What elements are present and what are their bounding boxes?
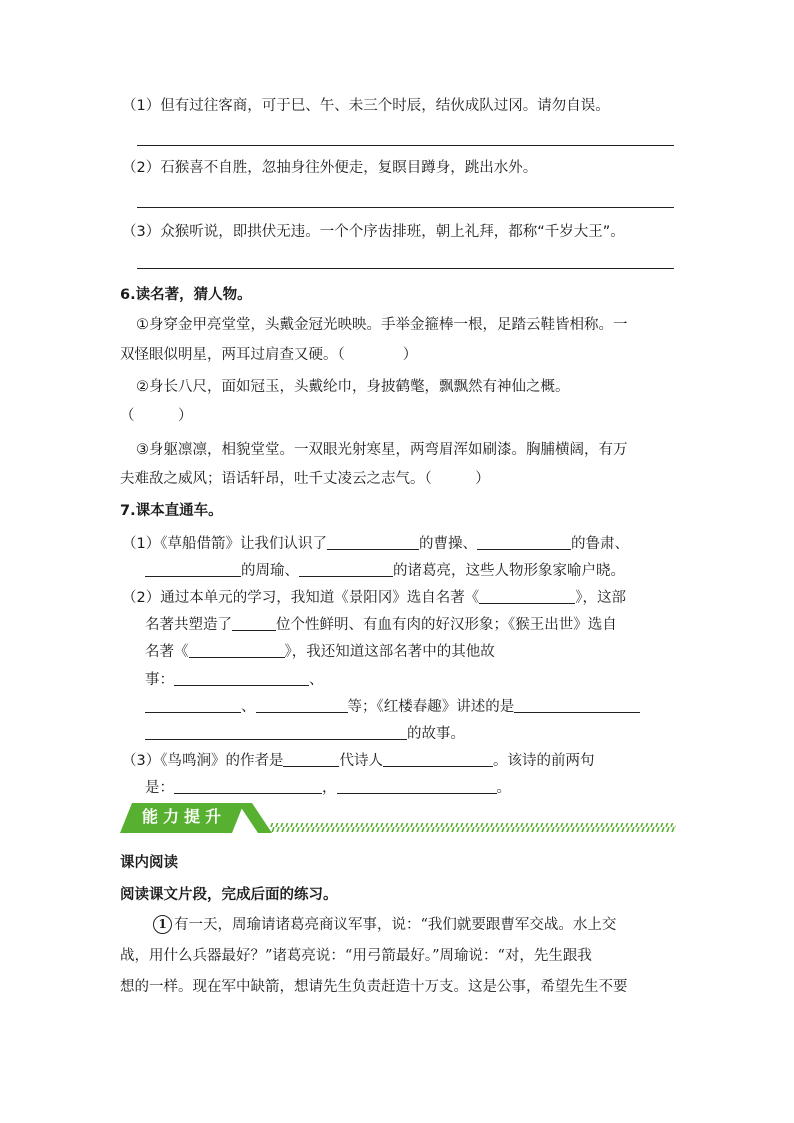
answer-line[interactable] <box>137 207 674 208</box>
blank[interactable] <box>145 560 241 577</box>
reading-line-2: 战，用什么兵器最好？”诸葛亮说：“用弓箭最好。”周瑜说：“对，先生跟我 <box>120 948 592 964</box>
reading-instruction: 阅读课文片段，完成后面的练习。 <box>120 887 338 903</box>
blank[interactable] <box>299 560 393 577</box>
blank[interactable] <box>514 696 640 713</box>
blank[interactable] <box>383 750 493 767</box>
q5-item-2: （2）石猴喜不自胜，忽抽身往外便走，复瞑目蹲身，跳出水外。 <box>122 160 538 176</box>
q7-s2-line6: 的故事。 <box>145 723 465 744</box>
q6-title: 6.读名著，猜人物。 <box>120 287 252 303</box>
blank[interactable] <box>479 587 575 604</box>
blank[interactable] <box>477 533 571 550</box>
blank[interactable] <box>174 777 322 794</box>
q7-s1-line2: 的周瑜、 的诸葛亮，这些人物形象家喻户晓。 <box>145 560 625 581</box>
q5-item-1: （1）但有过往客商，可于巳、午、未三个时辰，结伙成队过冈。请勿自误。 <box>122 98 610 114</box>
q7-s3-line2: 是： ， 。 <box>145 777 511 798</box>
q6-p3-line1: ③身躯凛凛，相貌堂堂。一双眼光射寒星，两弯眉浑如刷漆。胸脯横阔，有万 <box>136 442 628 458</box>
blank[interactable] <box>232 614 276 631</box>
q7-s2-line5: 、 等；《红楼春趣》讲述的是 <box>145 696 640 717</box>
q7-s2-line4: 事： 、 <box>145 669 324 690</box>
banner-tab-edge <box>238 803 272 833</box>
reading-line-1: 1 有一天，周瑜请诸葛亮商议军事，说：“我们就要跟曹军交战。水上交 <box>153 915 616 935</box>
q6-p1-line1: ①身穿金甲亮堂堂，头戴金冠光映映。手举金箍棒一根，足踏云鞋皆相称。一 <box>136 317 628 333</box>
q7-s2-line1: （2）通过本单元的学习，我知道《景阳冈》选自名著《 》，这部 <box>122 587 626 608</box>
answer-line[interactable] <box>137 268 674 269</box>
q7-s2-line2: 名著共塑造了 位个性鲜明、有血有肉的好汉形象；《猴王出世》选自 <box>145 614 617 635</box>
q6-p1-line2: 双怪眼似明星，两耳过肩查又硬。（ ） <box>120 347 418 363</box>
q7-s1-line1: （1）《草船借箭》让我们认识了 的曹操、 的鲁肃、 <box>122 533 629 554</box>
banner-label: 能力提升 <box>142 807 227 826</box>
q5-item-3: （3）众猴听说，即拱伏无违。一个个序齿排班，朝上礼拜，都称“千岁大王”。 <box>122 224 625 240</box>
blank[interactable] <box>145 723 407 740</box>
q7-s2-line3: 名著《 》，我还知道这部名著中的其他故 <box>145 641 495 662</box>
paragraph-number: 1 <box>153 915 172 934</box>
q7-title: 7.课本直通车。 <box>120 503 223 519</box>
section-banner <box>120 803 676 835</box>
q6-p3-line2: 夫难敌之威风；语话轩昂，吐千丈凌云之志气。（ ） <box>120 471 490 487</box>
q6-p2-line2: （ ） <box>120 408 193 424</box>
banner-hatch <box>270 823 676 832</box>
blank[interactable] <box>189 641 285 658</box>
answer-line[interactable] <box>137 145 674 146</box>
blank[interactable] <box>283 750 339 767</box>
blank[interactable] <box>256 696 348 713</box>
blank[interactable] <box>174 669 309 686</box>
blank[interactable] <box>327 533 419 550</box>
blank[interactable] <box>337 777 497 794</box>
blank[interactable] <box>145 696 241 713</box>
q6-p2-line1: ②身长八尺，面如冠玉，头戴纶巾，身披鹤氅，飘飘然有神仙之概。 <box>136 379 570 395</box>
reading-line-3: 想的一样。现在军中缺箭，想请先生负责赶造十万支。这是公事，希望先生不要 <box>120 979 628 995</box>
q7-s3-line1: （3）《鸟鸣涧》的作者是 代诗人 。该诗的前两句 <box>122 750 594 771</box>
reading-section-title: 课内阅读 <box>120 855 178 871</box>
